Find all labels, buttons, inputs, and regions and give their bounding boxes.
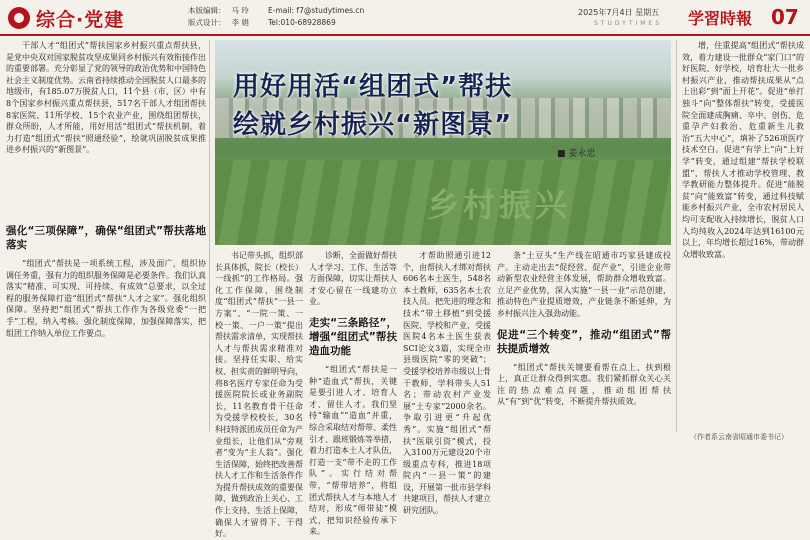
hero-banner [215, 40, 671, 245]
column-4-body: 才帮助照通引进12个，由帮扶人才绑对帮扶606名本土医生，548名本土教师，635名本土农技人员。把先进的理念和技术“带土移植”到受援医院、学校和产业，受援医院4名本土医生获表SCI论文3篇，实现全市县级医院“零的突破”；受援学校培养市级以上骨干教师、学科带头人51名；带动农村产业发展“土专家”2000余名。争取引进更“升起优秀”。实施“组团式”帮扶“医联引资”模式，投入3100万元建设20个市级重点专科，推进18项院内“一县一策”的建设，开展第一批市县学科共建项目，帮扶人才建立研究团队。 [403, 251, 491, 516]
intro-paragraph: 干部人才“组团式”帮扶国家乡村振兴重点帮扶县，是党中央双对国家脱贫攻坚成果同乡村振兴有效衔接作出的重要部署。充分彰显了党的领导的政治优势和中国特色社会主义制度优势。云南省持续推动全国脱贫人口最多的地级市，有185.07万脱贫人口，11个县（市、区）中有8个国家乡村振兴重点帮扶县，517名干部人才组团帮扶8家医院、11所学校、15个农业产业，围绕组团帮扶，群众所盼，人才所能，用好用活“组团式”帮扶机制，着力打造“组团式”帮扶“照通经验”，绘就巩固脱贫成果推进乡村振兴的“新图景”。 [6, 41, 206, 155]
page-number: 07 [771, 5, 799, 29]
article-headline [233, 68, 512, 144]
column-1 [6, 40, 206, 432]
column-1-body: “组团式”帮扶是一项系统工程，涉及面广，组织协调任务重，强有力的组织服务保障是必要条件。我们认真落实“精准、可实现、可持续、有成效”总要求，以全过程的服务保障打造“组团式”帮扶“人才之家”。强化组织保障。坚持把“组团式”帮扶工作作为各级党委“一把手”工程，纳入考核。强化制度保障，加强保障落实，把组团工作纳入单位工作要点。 [6, 259, 206, 338]
headline-line-1: 用好用活“组团式”帮扶 [233, 72, 513, 102]
column-3 [309, 250, 397, 537]
contact-info [268, 5, 364, 29]
field-art-text: 乡村振兴 [427, 186, 572, 224]
contact-tel: Tel:010-68928869 [268, 18, 336, 27]
column-6 [682, 40, 804, 430]
editor-name: 马 玲 [231, 6, 249, 15]
subheading-2: 走实“三条路径”，增强“组团式”帮扶造血功能 [309, 316, 397, 357]
issue-date: 2025年7月4日 星期五 [578, 8, 660, 17]
column-3-lead: 诊断，全面做好帮扶人才学习、工作、生活等方面保障，切实让帮扶人才安心留在一线建功立业。 [309, 251, 397, 307]
section-title: 综合·党建 [36, 9, 125, 31]
designer-name: 李 娟 [231, 18, 249, 27]
subheading-1: 强化“三项保障”，确保“组团式”帮扶落地落实 [6, 225, 206, 251]
column-divider [209, 40, 210, 432]
column-5 [497, 250, 671, 436]
column-6-body: 增，住重提高“组团式”帮扶成效，着力建设一批群众“家门口”的好医院、好学校，培育壮大一批乡村振兴产业，推动帮扶成果从“点上出彩”到“面上开花”。促进“单打独斗”向“整体帮扶”转变，受援医院全面建成胸痛、卒中、创伤、危重孕产妇救治、危重新生儿救治“五大中心”，填补了526项医疗技术空白。促进“有学上”向“上好学”转变，通过组建“帮扶学校联盟”，帮扶人才推动学校管理、教学教研能力整体提升。促进“能脱贫”向“能致富”转变，通过科技赋能乡村振兴产业，全市农村居民人均可支配收入持续增长，脱贫人口人均纯收入2024年达到16100元以上，年均增长超过16%，带动群众增收致富。 [682, 41, 804, 259]
designer-label: 版式设计： [188, 18, 226, 27]
column-4 [403, 250, 491, 516]
subheading-3: 促进“三个转变”，推动“组团式”帮扶提质增效 [497, 328, 671, 355]
author-footnote: （作者系云南省昭通市委书记） [690, 433, 788, 441]
masthead [0, 0, 810, 36]
column-2-body: 书记带头抓，组织部长具体抓，院长（校长）一线抓”的工作格局。强化工作保障，围绕制度“组团式”帮扶“一县一方案”、“一院一策、一校一策、一户一策”提出帮扶需求清单，实现帮扶人才与帮扶需求精准对接。坚持任实职、给实权、担实责的鲜明导向，将8名医疗专家任命为受援医院院长或业务副院长，11名教育骨干任命为受援学校校长，30名科技特派团成员任命为产业组长，让他们从“旁观者”变为“主人翁”。强化生活保障，始终把改善帮扶人才工作和生活条件作为提升帮扶成效的重要保障，做到政治上关心、工作上支持、生活上保障，确保人才留得下、干得好。 [215, 251, 303, 539]
editor-label: 本版编辑： [188, 6, 226, 15]
staff-credits [188, 5, 249, 29]
headline-line-2: 绘就乡村振兴“新图景” [233, 110, 513, 140]
column-2 [215, 250, 303, 539]
section-logo-icon [8, 7, 30, 29]
paper-name-en: STUDYTIMES [594, 20, 663, 27]
contact-email: E-mail: f7@studytimes.cn [268, 6, 365, 15]
paper-name: 学習時報 [688, 9, 753, 28]
article-author: ■ 姜永忠 [557, 149, 596, 159]
column-5-body: “组团式”帮扶关键要看帮在点上、扶到根上，真正让群众得到实惠。我们紧抓群众关心关注的热点难点问题，推动组团帮扶从“有”到“优”转变，不断提升帮扶质效。 [497, 362, 671, 407]
column-divider [676, 40, 677, 432]
column-3-body: “组团式”帮扶是一种“造血式”帮扶，关键是要引进人才、培育人才、留住人才。我们坚持“输血”“造血”并重，综合采取结对帮带、柔性引才、跟班锻炼等举措，着力打造本土人才队伍，打造一支“带不走的工作队”。实行结对帮带，“帮带培养”，将组团式帮扶人才与本地人才结对，形成“师带徒”模式，把知识经验传承下来。 [309, 364, 397, 537]
column-5-lead: 条“土豆头”生产线在昭通市巧家县建成投产。主动走出去“促经营、促产业”，引进企业带动新型农业经营主体发展，帮助群众增收致富。立足产业优势，深入实施“一县一业”示范创建，推动特色产业提质增效，产业链条不断延伸，为乡村振兴注入强劲动能。 [497, 251, 671, 318]
